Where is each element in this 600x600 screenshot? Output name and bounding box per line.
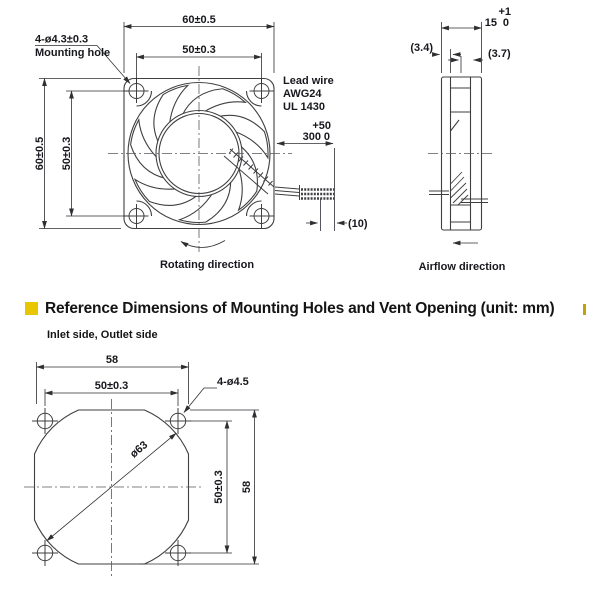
dim-lead-length xyxy=(277,144,335,232)
mounting-hole-note-line1: 4-ø4.3±0.3 xyxy=(35,33,89,46)
vent-hole-leader xyxy=(184,388,217,413)
dim-vent-hole-pitch-h-label: 50±0.3 xyxy=(94,380,129,392)
section-title xyxy=(45,300,554,318)
vent-hole-note: 4-ø4.5 xyxy=(217,376,249,388)
dim-lead-tip xyxy=(306,199,347,231)
page-edge-mark xyxy=(583,304,586,315)
dim-depth-tol-lower: 0 xyxy=(502,17,509,29)
dim-depth xyxy=(442,22,482,73)
dim-top-hole-pitch-label: 50±0.3 xyxy=(182,44,216,56)
rotating-direction-label: Rotating direction xyxy=(159,259,255,271)
section-unit-note: (unit: mm) xyxy=(480,300,555,317)
dim-depth-tol-upper: +1 xyxy=(498,6,511,18)
dim-ref-hub-label: (3.7) xyxy=(488,48,511,60)
lead-length-tol-lower: 0 xyxy=(323,131,330,143)
lead-tip-length-label: (10) xyxy=(348,218,368,230)
airflow-direction-label: Airflow direction xyxy=(418,261,506,273)
lead-length-value: 300 xyxy=(302,131,321,143)
section-title-text: Reference Dimensions of Mounting Holes and Vent Opening xyxy=(45,300,477,317)
dim-vent-outer-width-label: 58 xyxy=(105,354,119,366)
dim-vent-diameter-label: ø63 xyxy=(127,439,151,461)
dim-depth-value: 15 xyxy=(484,17,497,29)
mounting-hole-note-line2: Mounting hole xyxy=(35,47,111,59)
dim-left-outer-height-label: 60±0.5 xyxy=(34,136,46,171)
lead-wires xyxy=(275,185,334,200)
dim-vent-hole-pitch-v xyxy=(190,421,232,553)
dim-ref-front-label: (3.4) xyxy=(410,42,433,54)
lead-length-tol-upper: +50 xyxy=(312,120,331,132)
lead-wire-note-line1: Lead wire xyxy=(283,75,334,87)
lead-wire-note-line3: UL 1430 xyxy=(283,101,325,113)
dim-top-outer-width-label: 60±0.5 xyxy=(182,14,216,26)
dim-left-hole-pitch-label: 50±0.3 xyxy=(61,136,73,171)
dim-ref-front xyxy=(434,49,461,73)
dim-left-hole-pitch xyxy=(66,91,128,216)
rotating-direction-arrow xyxy=(181,241,225,248)
lead-wire-note-line2: AWG24 xyxy=(283,88,322,100)
vent-view-dimensions xyxy=(37,362,260,564)
dim-vent-hole-pitch-v-label: 50±0.3 xyxy=(213,470,225,504)
dim-vent-outer-height-label: 58 xyxy=(241,480,253,494)
yellow-square-bullet-icon xyxy=(25,302,38,315)
section-heading xyxy=(25,300,554,318)
section-subtitle: Inlet side, Outlet side xyxy=(47,329,158,341)
